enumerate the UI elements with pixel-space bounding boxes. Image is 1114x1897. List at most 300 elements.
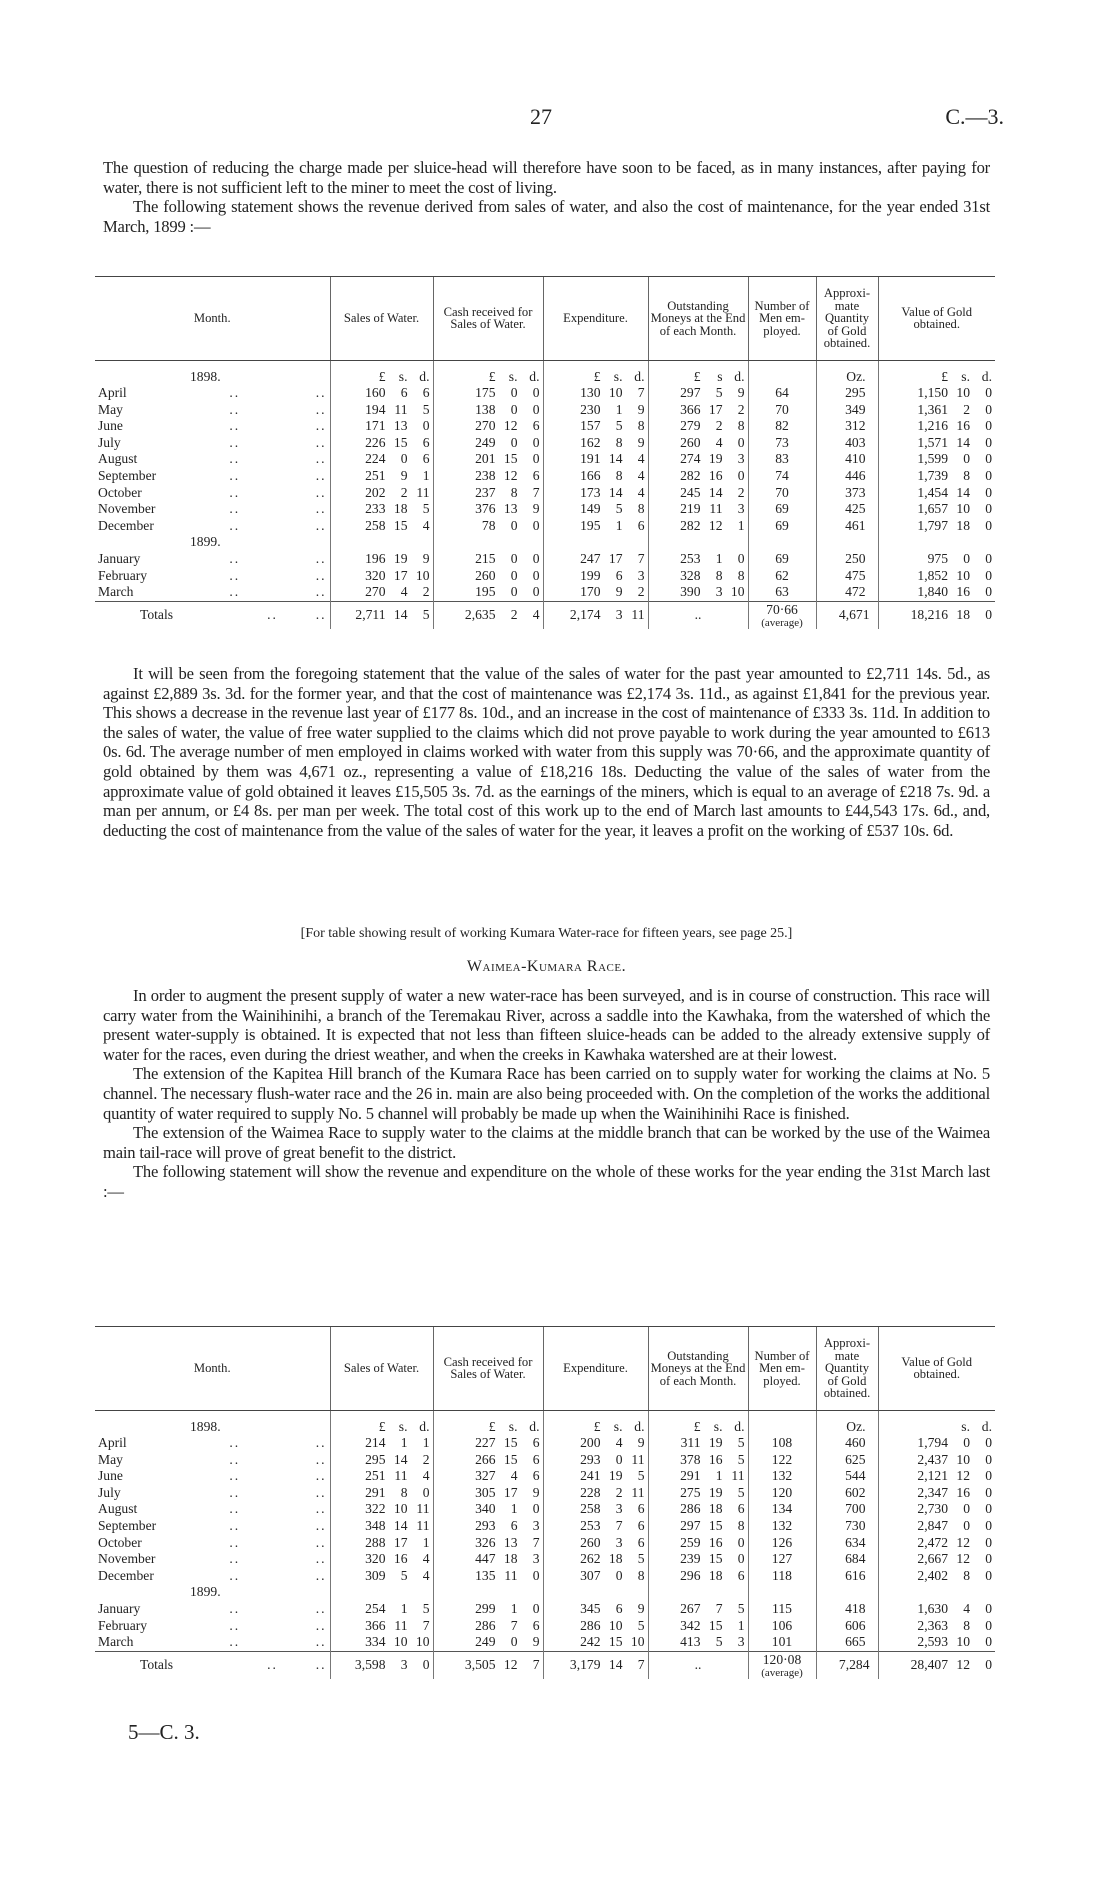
pounds: 348 xyxy=(365,1518,386,1534)
shillings: 5 xyxy=(400,1567,408,1583)
shillings: 8 xyxy=(963,1567,970,1583)
pounds: 2,730 xyxy=(917,1501,948,1517)
column-header-outstanding: Outstanding Moneys at the End of each Month. xyxy=(648,277,748,361)
gold-quantity: 606 xyxy=(816,1618,878,1635)
money-value xyxy=(652,1568,745,1585)
pence: 11 xyxy=(631,607,645,623)
pounds: 2,174 xyxy=(569,607,601,623)
gold-quantity-total: 4,671 xyxy=(816,601,878,629)
money-value xyxy=(652,1535,745,1552)
men-employed: 134 xyxy=(748,1501,816,1518)
money-value xyxy=(547,435,645,452)
money-value xyxy=(547,1601,645,1618)
waimea-statement-table xyxy=(95,1326,995,1679)
month-cell: November .. .. xyxy=(98,501,327,517)
money-value xyxy=(882,1601,993,1618)
month-label: August xyxy=(98,1501,138,1517)
pounds: 366 xyxy=(365,1617,386,1633)
money-value xyxy=(547,1501,645,1518)
document-reference: C.—3. xyxy=(945,104,1004,129)
shillings: 12 xyxy=(956,1534,970,1550)
month-label: February xyxy=(98,567,148,583)
pence: 2 xyxy=(737,401,745,417)
pounds: 242 xyxy=(580,1634,601,1650)
shillings: 15 xyxy=(708,1518,723,1534)
money-value xyxy=(882,584,993,601)
money-value xyxy=(334,1535,430,1552)
shillings: 10 xyxy=(393,1501,408,1517)
year-label: 1898. xyxy=(190,1418,221,1434)
pounds: 275 xyxy=(680,1484,701,1500)
pounds: 1,150 xyxy=(917,385,948,401)
pence: 7 xyxy=(637,1657,645,1673)
units-row xyxy=(95,360,995,369)
pence: 9 xyxy=(422,551,430,567)
month-cell: June .. .. xyxy=(98,1468,327,1484)
shillings: 1 xyxy=(715,1468,723,1484)
pence: 8 xyxy=(737,1518,745,1534)
pounds: 267 xyxy=(680,1601,701,1617)
shillings: 7 xyxy=(715,1601,723,1617)
money-value xyxy=(652,385,745,402)
pence: 11 xyxy=(416,1501,430,1517)
pence: 11 xyxy=(416,1518,430,1534)
pounds: 2,347 xyxy=(917,1484,948,1500)
pence: 3 xyxy=(737,451,745,467)
month-label: July xyxy=(98,1484,121,1500)
gold-quantity: 616 xyxy=(816,1568,878,1585)
totals-label: Totals xyxy=(140,1657,174,1673)
pounds: 219 xyxy=(680,501,701,517)
shillings: s xyxy=(717,368,723,384)
shillings: 15 xyxy=(393,517,408,533)
shillings: 11 xyxy=(394,1617,408,1633)
pounds: 305 xyxy=(475,1484,496,1500)
pounds: £ xyxy=(378,368,386,384)
shillings: 0 xyxy=(963,1435,970,1451)
shillings: 0 xyxy=(400,451,408,467)
table-row xyxy=(95,402,995,419)
pence: d. xyxy=(529,368,540,384)
shillings: 8 xyxy=(400,1484,408,1500)
pounds: 78 xyxy=(481,517,496,533)
shillings: 6 xyxy=(400,385,408,401)
pence: 0 xyxy=(737,434,745,450)
pounds: 413 xyxy=(680,1634,701,1650)
shillings: 10 xyxy=(393,1634,408,1650)
shillings: 17 xyxy=(708,401,723,417)
shillings: 14 xyxy=(956,484,970,500)
pence: 0 xyxy=(985,468,992,484)
money-value xyxy=(882,1535,993,1552)
column-header-cash2: Cash received for Sales of Water. xyxy=(433,1327,543,1411)
money-value xyxy=(334,1568,430,1585)
money-value xyxy=(652,1468,745,1485)
money-value xyxy=(652,518,745,535)
paragraph: It will be seen from the foregoing statement that the value of the sales of water for the past year amounted to £2,711 14s. 5d., as against £2,889 3s. 3d. for the former year, and that the cost of maintenance was £2,174 3s. 11d., as against £1,841 for the previous year. This shows a decrease in the revenue last year of £177 8s. 10d., and an increase in the cost of maintenance of £333 3s. 11d. In addition to the sales of water, the value of free water supplied to the claims which did not prove payable to work during the year amounted to £613 0s. 6d. The average number of men employed in claims worked with water from this supply was 70·66, and the approximate quantity of gold obtained by them was 4,671 oz., representing a value of £18,216 18s. Deducting the value of the sales of water from the approximate value of gold obtained it leaves £15,505 3s. 7d. as the earnings of the miners, which is equal to an average of £218 7s. 9d. a man per annum, or £4 8s. per man per week. The total cost of this work up to the end of March last amounts to £44,543 17s. 6d., and, deducting the cost of maintenance from the value of the sales of water for the year, it leaves a profit on the working of £537 10s. 6d. xyxy=(103,664,990,840)
money-value xyxy=(882,418,993,435)
men-employed: 132 xyxy=(748,1468,816,1485)
gold-quantity: 425 xyxy=(816,501,878,518)
money-value xyxy=(437,1452,540,1469)
pence: 6 xyxy=(422,385,430,401)
average-men-value: 70·66 xyxy=(766,601,798,617)
money-value xyxy=(652,568,745,585)
gold-quantity: 602 xyxy=(816,1485,878,1502)
month-cell: October .. .. xyxy=(98,1534,327,1550)
money-value xyxy=(652,369,745,386)
pence: 4 xyxy=(637,484,645,500)
money-value xyxy=(437,1601,540,1618)
shillings: 0 xyxy=(510,584,518,600)
pence: 9 xyxy=(637,401,645,417)
shillings: 14 xyxy=(393,1518,408,1534)
money-value xyxy=(334,518,430,535)
shillings: 0 xyxy=(510,434,518,450)
table-row xyxy=(95,1618,995,1635)
money-value xyxy=(547,1468,645,1485)
gold-quantity: 312 xyxy=(816,418,878,435)
shillings: 18 xyxy=(503,1551,518,1567)
header-row xyxy=(95,277,995,361)
pounds: 342 xyxy=(680,1617,701,1633)
shillings: 1 xyxy=(615,401,623,417)
pounds: 253 xyxy=(680,551,701,567)
money-value xyxy=(547,385,645,402)
shillings: 18 xyxy=(608,1551,623,1567)
pounds: 1,797 xyxy=(917,517,948,533)
money-value xyxy=(334,1634,430,1651)
pounds: 258 xyxy=(365,517,386,533)
pounds: 228 xyxy=(580,1484,601,1500)
pounds: £ xyxy=(941,368,948,384)
pounds: 253 xyxy=(580,1518,601,1534)
money-value xyxy=(334,385,430,402)
pounds: 345 xyxy=(580,1601,601,1617)
pounds: 266 xyxy=(475,1451,496,1467)
money-value xyxy=(334,1452,430,1469)
men-employed: 74 xyxy=(748,468,816,485)
pence: 3 xyxy=(532,1551,540,1567)
pence: 0 xyxy=(985,1634,992,1650)
paragraph: The question of reducing the charge made per sluice-head will therefore have soon to be faced, as in many instances, after paying for water, there is not sufficient left to the miner to meet the cost of living. xyxy=(103,158,990,197)
month-label: August xyxy=(98,451,138,467)
shillings: 11 xyxy=(394,1468,408,1484)
shillings: s. xyxy=(398,368,408,384)
shillings: s. xyxy=(961,1418,970,1434)
pounds: 258 xyxy=(580,1501,601,1517)
pence: 0 xyxy=(532,401,540,417)
pence: 0 xyxy=(737,1534,745,1550)
month-label: September xyxy=(98,1518,157,1534)
pounds: 975 xyxy=(927,551,948,567)
money-value xyxy=(334,369,430,386)
money-value xyxy=(334,1601,430,1618)
pounds: 297 xyxy=(680,1518,701,1534)
money-value xyxy=(437,551,540,568)
month-cell: December .. .. xyxy=(98,1567,327,1583)
table-row xyxy=(95,1535,995,1552)
pounds: 328 xyxy=(680,567,701,583)
totals-label: Totals xyxy=(140,607,174,623)
money-value xyxy=(547,1485,645,1502)
shillings: 3 xyxy=(615,1501,623,1517)
month-label: October xyxy=(98,1534,142,1550)
pounds: 366 xyxy=(680,401,701,417)
column-header-sales: Sales of Water. xyxy=(330,1327,433,1411)
pence: 0 xyxy=(985,567,992,583)
month-label: May xyxy=(98,401,123,417)
pence: 5 xyxy=(422,607,430,623)
money-value xyxy=(652,435,745,452)
shillings: 4 xyxy=(963,1601,970,1617)
shillings: 3 xyxy=(615,1534,623,1550)
shillings: 15 xyxy=(503,451,518,467)
shillings: 8 xyxy=(963,468,970,484)
gold-quantity: 665 xyxy=(816,1634,878,1651)
year-label: 1899. xyxy=(190,1584,221,1600)
month-label: April xyxy=(98,1435,127,1451)
pence: 11 xyxy=(631,1484,645,1500)
pence: 8 xyxy=(637,1567,645,1583)
pence: 9 xyxy=(637,1601,645,1617)
pounds: 340 xyxy=(475,1501,496,1517)
money-value xyxy=(882,568,993,585)
shillings: 1 xyxy=(400,1435,408,1451)
month-label: April xyxy=(98,385,127,401)
shillings: 0 xyxy=(510,385,518,401)
shillings: 1 xyxy=(400,1601,408,1617)
pounds: 2,593 xyxy=(917,1634,948,1650)
pounds: 291 xyxy=(365,1484,386,1500)
pounds: 251 xyxy=(365,468,386,484)
month-label: June xyxy=(98,1468,123,1484)
table-row xyxy=(95,1501,995,1518)
shillings: 10 xyxy=(608,385,623,401)
money-value xyxy=(882,1551,993,1568)
month-label: July xyxy=(98,434,121,450)
shillings: s. xyxy=(508,1418,518,1434)
pounds: 160 xyxy=(365,385,386,401)
month-cell: April .. .. xyxy=(98,385,327,401)
table-row xyxy=(95,1568,995,1585)
pence: 0 xyxy=(532,1601,540,1617)
shillings: 19 xyxy=(393,551,408,567)
gold-quantity: 472 xyxy=(816,584,878,601)
table-row xyxy=(95,1452,995,1469)
shillings: 8 xyxy=(615,434,623,450)
pence: 0 xyxy=(985,385,992,401)
pounds: £ xyxy=(693,368,701,384)
pounds: 1,361 xyxy=(917,401,948,417)
section-text xyxy=(103,986,990,1202)
table-row xyxy=(95,1435,995,1452)
pounds: 251 xyxy=(365,1468,386,1484)
shillings: 8 xyxy=(963,1617,970,1633)
pence: 6 xyxy=(532,1435,540,1451)
shillings: 7 xyxy=(510,1617,518,1633)
gold-quantity: 461 xyxy=(816,518,878,535)
column-header-men: Number of Men em-ployed. xyxy=(748,1327,816,1411)
pence: 7 xyxy=(422,1617,430,1633)
money-value xyxy=(547,551,645,568)
money-value xyxy=(437,485,540,502)
gold-quantity: 475 xyxy=(816,568,878,585)
pence: 5 xyxy=(637,1468,645,1484)
pence: 7 xyxy=(532,484,540,500)
month-label: February xyxy=(98,1617,148,1633)
paragraph: The extension of the Waimea Race to supply water to the claims at the middle branch that can be worked by the use of the Waimea main tail-race will prove of great benefit to the district. xyxy=(103,1123,990,1162)
pence: 5 xyxy=(737,1451,745,1467)
pence: 6 xyxy=(637,1501,645,1517)
money-value xyxy=(547,468,645,485)
pence: 0 xyxy=(985,1501,992,1517)
pence: 0 xyxy=(532,451,540,467)
money-value xyxy=(547,1634,645,1651)
shillings: 6 xyxy=(615,1601,623,1617)
shillings: 18 xyxy=(956,517,970,533)
men-employed: 69 xyxy=(748,518,816,535)
money-value xyxy=(652,451,745,468)
money-value xyxy=(882,385,993,402)
money-value xyxy=(547,1452,645,1469)
pounds: 299 xyxy=(475,1601,496,1617)
money-value xyxy=(437,1485,540,1502)
money-value xyxy=(334,1551,430,1568)
money-value xyxy=(652,1452,745,1469)
pounds: 196 xyxy=(365,551,386,567)
money-value xyxy=(334,1657,430,1674)
pence: 6 xyxy=(422,434,430,450)
money-value xyxy=(882,1568,993,1585)
pounds: 191 xyxy=(580,451,601,467)
shillings: 2 xyxy=(400,484,408,500)
pence: d. xyxy=(634,368,645,384)
pence: 3 xyxy=(532,1518,540,1534)
men-employed: 126 xyxy=(748,1535,816,1552)
gold-quantity: 349 xyxy=(816,402,878,419)
table-row xyxy=(95,1551,995,1568)
shillings: 4 xyxy=(715,434,723,450)
shillings: 18 xyxy=(956,607,970,623)
pounds: 286 xyxy=(475,1617,496,1633)
money-value xyxy=(547,1657,645,1674)
pounds: 2,667 xyxy=(917,1551,948,1567)
money-value xyxy=(882,1657,993,1674)
pounds: 291 xyxy=(680,1468,701,1484)
pounds: 286 xyxy=(580,1617,601,1633)
money-value xyxy=(334,1419,430,1436)
intro-text xyxy=(103,158,990,236)
pounds: 2,437 xyxy=(917,1451,948,1467)
money-value xyxy=(334,551,430,568)
pence: 0 xyxy=(422,1657,430,1673)
men-employed: 73 xyxy=(748,435,816,452)
shillings: 18 xyxy=(393,501,408,517)
pounds: 135 xyxy=(475,1567,496,1583)
table-row xyxy=(95,1485,995,1502)
pence: 0 xyxy=(532,551,540,567)
shillings: 0 xyxy=(510,401,518,417)
shillings: 10 xyxy=(956,501,970,517)
pounds: 296 xyxy=(680,1567,701,1583)
men-employed: 64 xyxy=(748,385,816,402)
month-cell: January .. .. xyxy=(98,551,327,567)
month-cell: January .. .. xyxy=(98,1601,327,1617)
totals-row: Totals .. .. 3,598 3 0 3,505 12 7 3,179 14 7 .. 120·08 (average) 7,284 28,407 12 0 xyxy=(95,1651,995,1679)
pence: 5 xyxy=(737,1484,745,1500)
shillings: 12 xyxy=(503,468,518,484)
money-value xyxy=(437,1535,540,1552)
shillings: 13 xyxy=(503,1534,518,1550)
men-employed: 108 xyxy=(748,1435,816,1452)
pence: 0 xyxy=(985,501,992,517)
month-label: December xyxy=(98,517,154,533)
table-row xyxy=(95,551,995,568)
pounds: 1,852 xyxy=(917,567,948,583)
month-label: October xyxy=(98,484,142,500)
shillings: 8 xyxy=(715,567,723,583)
month-cell: December .. .. xyxy=(98,517,327,533)
pounds: 447 xyxy=(475,1551,496,1567)
shillings: 16 xyxy=(956,584,970,600)
money-value xyxy=(547,518,645,535)
money-value xyxy=(547,1518,645,1535)
year-row xyxy=(95,369,995,386)
pence: d. xyxy=(734,1418,745,1434)
totals-row: Totals .. .. 2,711 14 5 2,635 2 4 2,174 3 11 .. 70·66 (average) 4,671 18,216 18 0 xyxy=(95,601,995,629)
pounds: 282 xyxy=(680,517,701,533)
money-value xyxy=(652,1419,745,1436)
pounds: 249 xyxy=(475,1634,496,1650)
shillings: 15 xyxy=(503,1451,518,1467)
money-value xyxy=(652,485,745,502)
shillings: 15 xyxy=(708,1617,723,1633)
shillings: 0 xyxy=(510,567,518,583)
pounds: 320 xyxy=(365,1551,386,1567)
money-value xyxy=(334,1468,430,1485)
pence: d. xyxy=(981,1418,992,1434)
pounds: 309 xyxy=(365,1567,386,1583)
pounds: 1,794 xyxy=(917,1435,948,1451)
shillings: 12 xyxy=(708,517,723,533)
pence: 0 xyxy=(532,434,540,450)
pence: 10 xyxy=(415,1634,430,1650)
paragraph: In order to augment the present supply of water a new water-race has been surveyed, and is in course of construction. This race will carry water from the Wainihinihi, a branch of the Teremakau River, across a saddle into the Kawhaka, from the watershed of which the present water-supply is obtained. It is expected that not less than fifteen sluice-heads can be added to the already extensive supply of water for the races, even during the driest weather, and when the creeks in Kawhaka watershed are at their lowest. xyxy=(103,986,990,1064)
men-employed: 101 xyxy=(748,1634,816,1651)
pence: 0 xyxy=(985,584,992,600)
money-value xyxy=(547,501,645,518)
pounds: 270 xyxy=(365,584,386,600)
money-value xyxy=(334,418,430,435)
money-value xyxy=(334,468,430,485)
money-value xyxy=(437,518,540,535)
pence: 0 xyxy=(532,567,540,583)
shillings: 19 xyxy=(608,1468,623,1484)
pounds: 2,635 xyxy=(464,607,496,623)
pounds: 194 xyxy=(365,401,386,417)
shillings: 16 xyxy=(956,1484,970,1500)
money-value xyxy=(882,1618,993,1635)
pence: 0 xyxy=(985,1657,992,1673)
shillings: 13 xyxy=(393,418,408,434)
pence: 11 xyxy=(631,1451,645,1467)
pence: 0 xyxy=(737,1551,745,1567)
money-value xyxy=(652,418,745,435)
shillings: 4 xyxy=(510,1468,518,1484)
table-row xyxy=(95,468,995,485)
shillings: 17 xyxy=(393,567,408,583)
